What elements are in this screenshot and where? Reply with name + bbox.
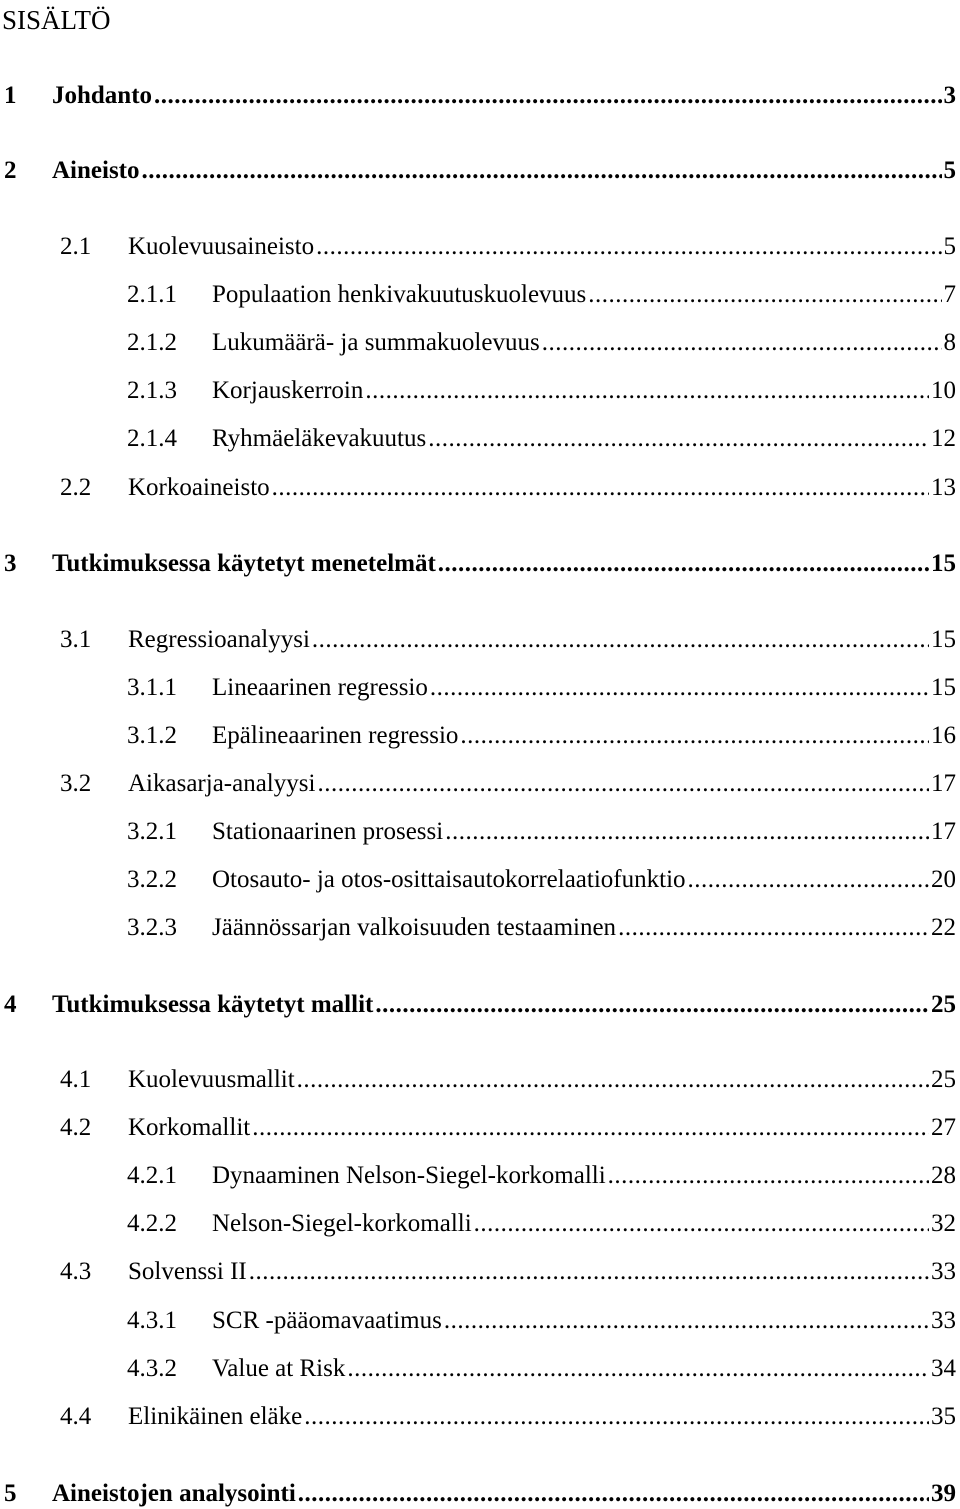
toc-entry[interactable] xyxy=(0,549,960,579)
toc-entry-page: 20 xyxy=(931,866,956,893)
dot-leader xyxy=(298,1479,929,1509)
toc-entry[interactable] xyxy=(0,232,960,262)
toc-entry[interactable] xyxy=(0,817,960,847)
toc-entry-number: 2.1.4 xyxy=(127,425,177,452)
dot-leader xyxy=(460,721,929,751)
toc-entry-number: 2.1.2 xyxy=(127,329,177,356)
toc-entry-page: 10 xyxy=(931,377,956,404)
toc-entry-title: Ryhmäeläkevakuutus xyxy=(212,425,427,452)
toc-entry-page: 5 xyxy=(943,233,956,260)
toc-entry[interactable] xyxy=(0,1402,960,1432)
toc-entry[interactable] xyxy=(0,1257,960,1287)
toc-entry-number: 3.1.2 xyxy=(127,722,177,749)
toc-entry-title: Lineaarinen regressio xyxy=(212,674,428,701)
toc-entry-page: 3 xyxy=(943,82,956,109)
toc-entry-title: Korkomallit xyxy=(128,1114,251,1141)
toc-title: SISÄLTÖ xyxy=(2,5,111,35)
dot-leader xyxy=(445,817,929,847)
toc-entry[interactable] xyxy=(0,1113,960,1143)
toc-entry-title: Value at Risk xyxy=(212,1355,346,1382)
toc-entry[interactable] xyxy=(0,769,960,799)
toc-entry-page: 22 xyxy=(931,914,956,941)
toc-entry-title: Korkoaineisto xyxy=(128,474,270,501)
dot-leader xyxy=(252,1113,929,1143)
toc-entry-page: 27 xyxy=(931,1114,956,1141)
toc-entry-number: 4.4 xyxy=(60,1403,92,1430)
dot-leader xyxy=(430,673,929,703)
toc-entry[interactable] xyxy=(0,424,960,454)
toc-entry-page: 17 xyxy=(931,770,956,797)
toc-entry-title: Aikasarja-analyysi xyxy=(128,770,316,797)
toc-entry-title: Lukumäärä- ja summakuolevuus xyxy=(212,329,540,356)
toc-entry-number: 3 xyxy=(4,550,17,577)
dot-leader xyxy=(154,81,941,111)
toc-entry-number: 4.1 xyxy=(60,1066,92,1093)
toc-entry-page: 15 xyxy=(931,550,956,577)
toc-entry-title: Regressioanalyysi xyxy=(128,626,310,653)
toc-entry-page: 13 xyxy=(931,474,956,501)
dot-leader xyxy=(347,1354,929,1384)
dot-leader xyxy=(317,769,929,799)
dot-leader xyxy=(438,549,929,579)
dot-leader xyxy=(312,625,929,655)
dot-leader xyxy=(142,156,942,186)
toc-entry[interactable] xyxy=(0,473,960,503)
toc-entry-title: Nelson-Siegel-korkomalli xyxy=(212,1210,472,1237)
toc-entry-page: 15 xyxy=(931,674,956,701)
toc-entry-number: 1 xyxy=(4,82,17,109)
toc-entry[interactable] xyxy=(0,1209,960,1239)
toc-entry-page: 34 xyxy=(931,1355,956,1382)
toc-entry[interactable] xyxy=(0,673,960,703)
toc-entry[interactable] xyxy=(0,280,960,310)
dot-leader xyxy=(249,1257,929,1287)
toc-entry-number: 4.3.1 xyxy=(127,1307,177,1334)
toc-entry-title: Tutkimuksessa käytetyt mallit xyxy=(52,991,374,1018)
toc-entry-number: 2.1.3 xyxy=(127,377,177,404)
toc-entry-title: Dynaaminen Nelson-Siegel-korkomalli xyxy=(212,1162,606,1189)
toc-entry-number: 4.3.2 xyxy=(127,1355,177,1382)
toc-entry[interactable] xyxy=(0,1479,960,1509)
toc-entry-page: 8 xyxy=(943,329,956,356)
toc-entry-title: Aineisto xyxy=(52,157,140,184)
dot-leader xyxy=(542,328,942,358)
dot-leader xyxy=(316,232,941,262)
toc-entry-title: Epälineaarinen regressio xyxy=(212,722,459,749)
toc-entry-number: 4.2.1 xyxy=(127,1162,177,1189)
dot-leader xyxy=(688,865,929,895)
dot-leader xyxy=(375,990,929,1020)
toc-entry-title: Otosauto- ja otos-osittaisautokorrelaatiofunktio xyxy=(212,866,686,893)
toc-entry-title: Kuolevuusmallit xyxy=(128,1066,295,1093)
toc-entry-page: 16 xyxy=(931,722,956,749)
toc-entry-title: Stationaarinen prosessi xyxy=(212,818,444,845)
toc-entry-number: 3.2.2 xyxy=(127,866,177,893)
toc-entry-number: 4.3 xyxy=(60,1258,92,1285)
toc-entry[interactable] xyxy=(0,1065,960,1095)
toc-entry-number: 3.2 xyxy=(60,770,92,797)
toc-entry-number: 2 xyxy=(4,157,17,184)
dot-leader xyxy=(474,1209,929,1239)
toc-entry-title: Johdanto xyxy=(52,82,153,109)
dot-leader xyxy=(297,1065,929,1095)
dot-leader xyxy=(428,424,929,454)
toc-entry-number: 3.2.1 xyxy=(127,818,177,845)
toc-entry-page: 35 xyxy=(931,1403,956,1430)
toc-entry-number: 2.1 xyxy=(60,233,92,260)
toc-entry-title: Populaation henkivakuutuskuolevuus xyxy=(212,281,587,308)
toc-entry-page: 28 xyxy=(931,1162,956,1189)
dot-leader xyxy=(608,1161,929,1191)
toc-entry[interactable] xyxy=(0,721,960,751)
toc-entry-page: 15 xyxy=(931,626,956,653)
dot-leader xyxy=(588,280,941,310)
toc-entry-page: 32 xyxy=(931,1210,956,1237)
dot-leader xyxy=(444,1306,929,1336)
toc-entry[interactable] xyxy=(0,1306,960,1336)
dot-leader xyxy=(618,913,929,943)
toc-entry-page: 33 xyxy=(931,1307,956,1334)
toc-entry-title: Korjauskerroin xyxy=(212,377,364,404)
toc-entry-number: 5 xyxy=(4,1480,17,1507)
toc-entry[interactable] xyxy=(0,1354,960,1384)
toc-entry-page: 39 xyxy=(931,1480,956,1507)
toc-entry-title: Aineistojen analysointi xyxy=(52,1480,296,1507)
dot-leader xyxy=(304,1402,929,1432)
toc-entry[interactable] xyxy=(0,376,960,406)
toc-entry-page: 7 xyxy=(943,281,956,308)
toc-entry-page: 25 xyxy=(931,991,956,1018)
toc-entry[interactable] xyxy=(0,1161,960,1191)
toc-entry[interactable] xyxy=(0,625,960,655)
toc-entry-number: 4.2 xyxy=(60,1114,92,1141)
toc-entry-page: 17 xyxy=(931,818,956,845)
toc-entry[interactable] xyxy=(0,913,960,943)
toc-entry-number: 4.2.2 xyxy=(127,1210,177,1237)
toc-entry-title: Solvenssi II xyxy=(128,1258,247,1285)
toc-entry-number: 3.2.3 xyxy=(127,914,177,941)
toc-entry[interactable] xyxy=(0,990,960,1020)
toc-entry-number: 4 xyxy=(4,991,17,1018)
toc-entry-page: 12 xyxy=(931,425,956,452)
toc-entry-page: 33 xyxy=(931,1258,956,1285)
toc-entry-title: Elinikäinen eläke xyxy=(128,1403,303,1430)
toc-entry-number: 2.1.1 xyxy=(127,281,177,308)
dot-leader xyxy=(365,376,929,406)
toc-entry-number: 2.2 xyxy=(60,474,92,501)
dot-leader xyxy=(272,473,929,503)
toc-entry[interactable] xyxy=(0,865,960,895)
toc-entry-number: 3.1 xyxy=(60,626,92,653)
toc-entry-number: 3.1.1 xyxy=(127,674,177,701)
toc-entry[interactable] xyxy=(0,156,960,186)
toc-entry-title: Kuolevuusaineisto xyxy=(128,233,315,260)
toc-entry[interactable] xyxy=(0,81,960,111)
toc-entry[interactable] xyxy=(0,328,960,358)
toc-entry-page: 5 xyxy=(943,157,956,184)
toc-entry-title: Jäännössarjan valkoisuuden testaaminen xyxy=(212,914,617,941)
toc-entry-page: 25 xyxy=(931,1066,956,1093)
toc-entry-title: Tutkimuksessa käytetyt menetelmät xyxy=(52,550,436,577)
toc-entry-title: SCR -pääomavaatimus xyxy=(212,1307,442,1334)
